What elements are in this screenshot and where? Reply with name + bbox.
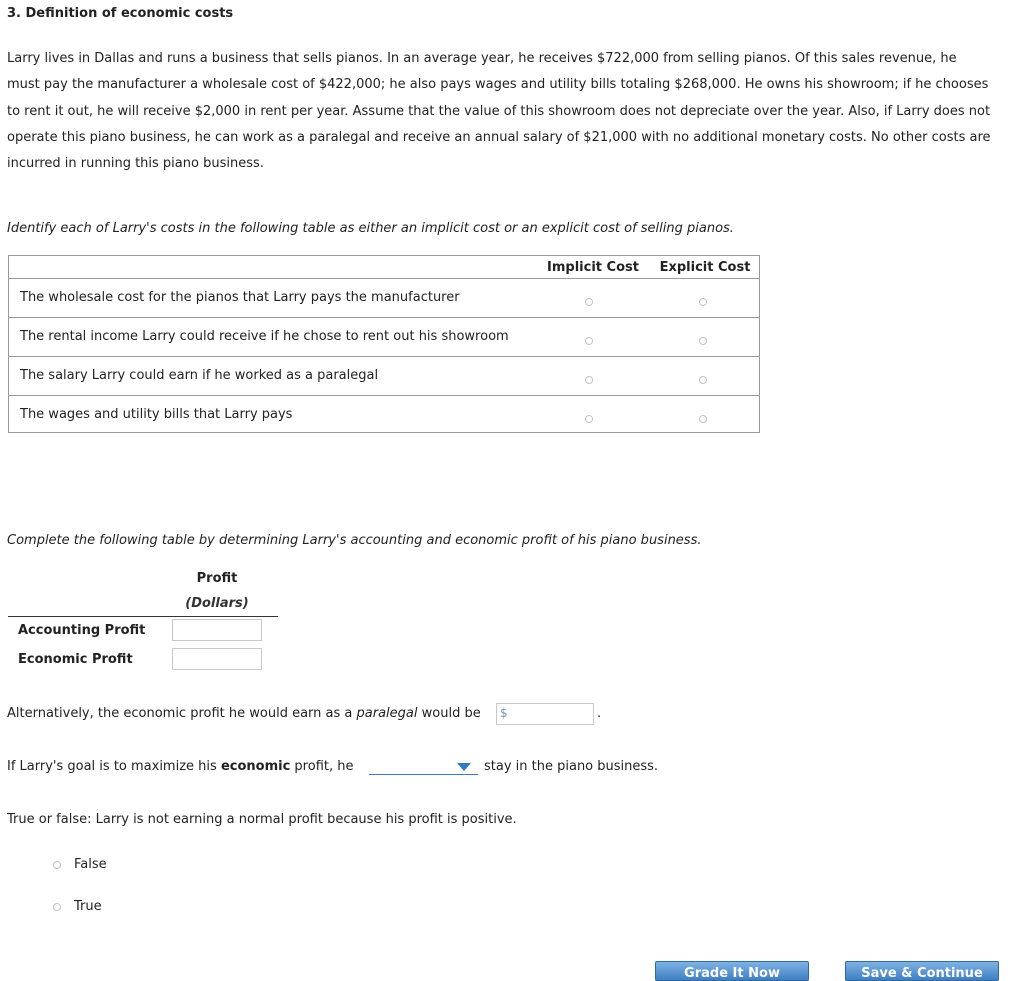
implicit-radio[interactable] <box>585 298 593 306</box>
implicit-radio[interactable] <box>585 337 593 345</box>
cost-row-label: The wages and utility bills that Larry pays <box>20 407 293 422</box>
stay-business-dropdown[interactable] <box>369 758 478 775</box>
chevron-down-icon <box>457 763 471 771</box>
implicit-cost-header: Implicit Cost <box>547 260 639 275</box>
cost-row-label: The salary Larry could earn if he worked as a paralegal <box>20 368 379 383</box>
table-row <box>9 395 759 434</box>
explicit-radio[interactable] <box>699 415 707 423</box>
goal-text-after: stay in the piano business. <box>484 759 659 774</box>
explicit-radio[interactable] <box>699 298 707 306</box>
goal-text-before: If Larry's goal is to maximize his <box>7 759 221 774</box>
problem-line: incurred in running this piano business. <box>7 156 264 172</box>
cost-row-label: The rental income Larry could receive if he chose to rent out his showroom <box>20 329 509 344</box>
implicit-radio[interactable] <box>585 376 593 384</box>
goal-text-mid: profit, he <box>290 759 354 774</box>
cost-classification-table <box>8 255 760 433</box>
alt-text-after: would be <box>417 706 481 721</box>
explicit-radio[interactable] <box>699 337 707 345</box>
problem-statement <box>7 46 1017 177</box>
profit-table-divider <box>8 616 278 617</box>
question-title: 3. Definition of economic costs <box>7 6 234 21</box>
true-false-question: True or false: Larry is not earning a normal profit because his profit is positive. <box>7 812 517 827</box>
alt-text-italic: paralegal <box>356 706 418 721</box>
table-row <box>9 317 759 356</box>
table-row <box>9 356 759 395</box>
dollar-sign: $ <box>500 706 508 720</box>
profit-header: Profit <box>196 571 238 586</box>
grade-it-now-button[interactable]: Grade It Now <box>655 961 809 981</box>
table-row <box>9 278 759 317</box>
accounting-profit-label: Accounting Profit <box>18 623 146 638</box>
sentence-period: . <box>597 706 602 721</box>
paralegal-profit-input[interactable] <box>511 705 591 723</box>
cost-row-label: The wholesale cost for the pianos that Larry pays the manufacturer <box>20 290 460 305</box>
true-radio[interactable] <box>53 903 61 911</box>
false-radio[interactable] <box>53 861 61 869</box>
cost-table-prompt: Identify each of Larry's costs in the following table as either an implicit cost or an explicit cost of selling pianos. <box>7 221 734 236</box>
problem-line: Larry lives in Dallas and runs a business that sells pianos. In an average year, he receives $722,000 from selling pianos. Of this sales revenue, he <box>7 51 957 66</box>
goal-question <box>7 759 353 774</box>
profit-table-prompt: Complete the following table by determining Larry's accounting and economic profit of his piano business. <box>7 533 702 548</box>
explicit-radio[interactable] <box>699 376 707 384</box>
profit-units-header: (Dollars) <box>185 596 249 611</box>
paralegal-profit-field <box>496 703 594 725</box>
problem-line: operate this piano business, he can work as a paralegal and receive an annual salary of $21,000 with no additional monetary costs. No other costs are <box>7 129 991 145</box>
accounting-profit-input[interactable] <box>172 619 262 641</box>
implicit-radio[interactable] <box>585 415 593 423</box>
alt-text-before: Alternatively, the economic profit he would earn as a <box>7 706 357 721</box>
save-and-continue-button[interactable]: Save & Continue <box>845 961 999 981</box>
true-option-label: True <box>74 899 102 914</box>
goal-text-bold: economic <box>220 759 291 774</box>
paralegal-profit-question <box>7 706 481 721</box>
problem-line: must pay the manufacturer a wholesale cost of $422,000; he also pays wages and utility bills totaling $268,000. He owns his showroom; if he chooses <box>7 77 989 93</box>
false-option-label: False <box>74 857 107 872</box>
economic-profit-label: Economic Profit <box>18 652 133 667</box>
explicit-cost-header: Explicit Cost <box>659 260 751 275</box>
economic-profit-input[interactable] <box>172 648 262 670</box>
problem-line: to rent it out, he will receive $2,000 in rent per year. Assume that the value of this showroom does not depreciate over the year. Also, if Larry does not <box>7 103 991 119</box>
